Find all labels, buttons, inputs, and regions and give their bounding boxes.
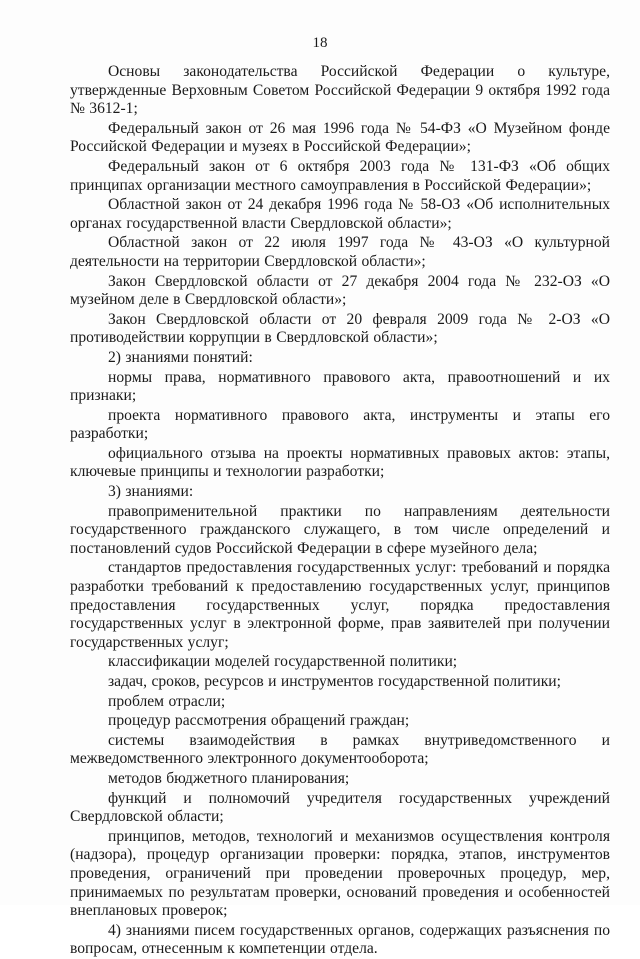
paragraph: процедур рассмотрения обращений граждан; bbox=[108, 712, 410, 730]
document-body bbox=[70, 63, 610, 959]
paragraph: 3) знаниями: bbox=[108, 483, 194, 501]
paragraph: задач, сроков, ресурсов и инструментов государственной политики; bbox=[108, 673, 561, 690]
paragraph: Областной закон от 22 июля 1997 года № 43-ОЗ «О культурной деятельности на территории Свердловской области»; bbox=[70, 234, 610, 270]
paragraph: системы взаимодействия в рамках внутриведомственного и межведомственного электронного документооборота; bbox=[70, 731, 610, 768]
paragraph: Основы законодательства Российской Федерации о культуре, утвержденные Верховным Советом Российской Федерации 9 октября 1992 года № 3612-1; bbox=[70, 63, 610, 118]
paragraph: Федеральный закон от 26 мая 1996 года № 54-ФЗ «О Музейном фонде Российской Федерации и музеях в Российской Федерации»; bbox=[70, 119, 610, 156]
paragraph: проблем отрасли; bbox=[108, 692, 226, 710]
paragraph: Областной закон от 24 декабря 1996 года № 58-ОЗ «Об исполнительных органах государственной власти Свердловской области»; bbox=[70, 196, 610, 232]
paragraph: методов бюджетного планирования; bbox=[108, 769, 350, 787]
paragraph: проекта нормативного правового акта, инструменты и этапы его разработки; bbox=[70, 406, 610, 443]
paragraph: нормы права, нормативного правового акта, правоотношений и их признаки; bbox=[70, 368, 610, 405]
paragraph: Закон Свердловской области от 27 декабря 2004 года № 232-ОЗ «О музейном деле в Свердловской области»; bbox=[70, 272, 610, 309]
paragraph: стандартов предоставления государственных услуг: требований и порядка разработки требований к предоставлению государственных услуг, принципов предоставления государственных услуг, порядка предоставления государственных услуг в электронной форме, прав заявителей при получении государственных услуг; bbox=[70, 559, 610, 651]
paragraph: классификации моделей государственной политики; bbox=[108, 653, 458, 671]
paragraph: Федеральный закон от 6 октября 2003 года № 131-ФЗ «Об общих принципах организации местного самоуправления в Российской Федерации»; bbox=[70, 157, 610, 194]
paragraph: официального отзыва на проекты нормативных правовых актов: этапы, ключевые принципы и технологии разработки; bbox=[70, 444, 610, 481]
page-number: 18 bbox=[312, 35, 328, 51]
paragraph: Закон Свердловской области от 20 февраля 2009 года № 2-ОЗ «О противодействии коррупции в Свердловской области»; bbox=[70, 310, 610, 347]
paragraph: 4) знаниями писем государственных органов, содержащих разъяснения по вопросам, отнесенным к компетенции отдела. bbox=[70, 921, 610, 958]
paragraph: функций и полномочий учредителя государственных учреждений Свердловской области; bbox=[70, 789, 610, 826]
paragraph: правоприменительной практики по направлениям деятельности государственного гражданского служащего, в том числе определений и постановлений судов Российской Федерации в сфере музейного дела; bbox=[70, 502, 610, 557]
paragraph: принципов, методов, технологий и механизмов осуществления контроля (надзора), процедур организации проверки: порядка, этапов, инструментов проведения, ограничений при проведении проверочных процедур, мер, принимаемых по результатам проверки, оснований проведения и особенностей внеплановых проверок; bbox=[70, 827, 610, 920]
paragraph: 2) знаниями понятий: bbox=[108, 348, 253, 366]
